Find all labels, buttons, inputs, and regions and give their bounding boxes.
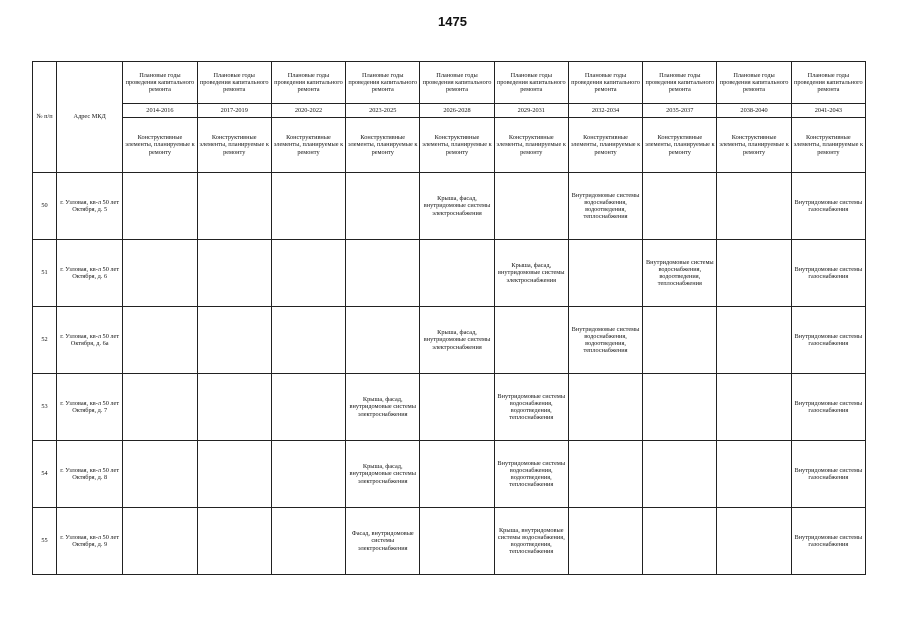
planned-elements-cell (494, 307, 568, 374)
planned-elements-cell (346, 173, 420, 240)
period-title: Плановые годы проведения капитального ремонта (494, 62, 568, 104)
planned-elements-cell (271, 240, 345, 307)
planned-elements-cell (494, 173, 568, 240)
planned-elements-cell: Крыша, фасад, внутридомовые системы электроснабжения (420, 307, 494, 374)
planned-elements-cell (123, 307, 197, 374)
planned-elements-cell (346, 240, 420, 307)
row-number: 52 (33, 307, 57, 374)
period-elements-label: Конструктивные элементы, планируемые к ремонту (791, 118, 865, 173)
planned-elements-cell: Внутридомовые системы водоснабжения, водоотведения, теплоснабжения (643, 240, 717, 307)
planned-elements-cell: Крыша, фасад, внутридомовые системы электроснабжения (494, 240, 568, 307)
planned-elements-cell (643, 374, 717, 441)
planned-elements-cell (420, 441, 494, 508)
period-elements-label: Конструктивные элементы, планируемые к ремонту (717, 118, 791, 173)
planned-elements-cell (271, 307, 345, 374)
planned-elements-cell (717, 374, 791, 441)
planned-elements-cell: Крыша, фасад, внутридомовые системы электроснабжения (346, 441, 420, 508)
planned-elements-cell: Внутридомовые системы газоснабжения (791, 307, 865, 374)
table-row (33, 307, 866, 374)
period-years: 2014-2016 (123, 104, 197, 118)
planned-elements-cell: Внутридомовые системы газоснабжения (791, 240, 865, 307)
period-elements-label: Конструктивные элементы, планируемые к ремонту (420, 118, 494, 173)
header-elements-row (33, 118, 866, 173)
planned-elements-cell: Внутридомовые системы газоснабжения (791, 441, 865, 508)
planned-elements-cell (197, 307, 271, 374)
period-title: Плановые годы проведения капитального ремонта (197, 62, 271, 104)
period-years: 2023-2025 (346, 104, 420, 118)
planned-elements-cell (123, 508, 197, 575)
period-title: Плановые годы проведения капитального ремонта (420, 62, 494, 104)
table-body (33, 173, 866, 575)
period-elements-label: Конструктивные элементы, планируемые к ремонту (123, 118, 197, 173)
planned-elements-cell: Крыша, фасад, внутридомовые системы электроснабжения (346, 374, 420, 441)
row-number: 50 (33, 173, 57, 240)
period-years: 2041-2043 (791, 104, 865, 118)
planned-elements-cell (420, 508, 494, 575)
planned-elements-cell (717, 307, 791, 374)
planned-elements-cell (197, 374, 271, 441)
planned-elements-cell (271, 374, 345, 441)
period-elements-label: Конструктивные элементы, планируемые к ремонту (643, 118, 717, 173)
period-title: Плановые годы проведения капитального ремонта (123, 62, 197, 104)
row-address: г. Узловая, кв-л 50 лет Октября, д. 5 (57, 173, 123, 240)
planned-elements-cell (197, 173, 271, 240)
period-elements-label: Конструктивные элементы, планируемые к ремонту (568, 118, 642, 173)
planned-elements-cell (568, 374, 642, 441)
period-title: Плановые годы проведения капитального ремонта (568, 62, 642, 104)
planned-elements-cell (643, 307, 717, 374)
table-row (33, 173, 866, 240)
planned-elements-cell (643, 508, 717, 575)
planned-elements-cell (123, 441, 197, 508)
period-elements-label: Конструктивные элементы, планируемые к ремонту (346, 118, 420, 173)
planned-elements-cell (197, 240, 271, 307)
row-address: г. Узловая, кв-л 50 лет Октября, д. 6а (57, 307, 123, 374)
planned-elements-cell: Внутридомовые системы водоснабжения, водоотведения, теплоснабжения (568, 307, 642, 374)
planned-elements-cell (568, 441, 642, 508)
period-elements-label: Конструктивные элементы, планируемые к ремонту (494, 118, 568, 173)
planned-elements-cell: Внутридомовые системы газоснабжения (791, 374, 865, 441)
row-number: 51 (33, 240, 57, 307)
planned-elements-cell (568, 508, 642, 575)
row-address: г. Узловая, кв-л 50 лет Октября, д. 8 (57, 441, 123, 508)
planned-elements-cell (123, 240, 197, 307)
period-years: 2026-2028 (420, 104, 494, 118)
planned-elements-cell (271, 508, 345, 575)
row-number: 53 (33, 374, 57, 441)
row-number: 54 (33, 441, 57, 508)
planned-elements-cell (420, 374, 494, 441)
period-title: Плановые годы проведения капитального ремонта (643, 62, 717, 104)
period-years: 2020-2022 (271, 104, 345, 118)
row-address: г. Узловая, кв-л 50 лет Октября, д. 6 (57, 240, 123, 307)
table-row (33, 240, 866, 307)
planned-elements-cell (197, 441, 271, 508)
planned-elements-cell (197, 508, 271, 575)
period-title: Плановые годы проведения капитального ремонта (271, 62, 345, 104)
table-header (33, 62, 866, 173)
row-address: г. Узловая, кв-л 50 лет Октября, д. 7 (57, 374, 123, 441)
planned-elements-cell: Внутридомовые системы газоснабжения (791, 508, 865, 575)
planned-elements-cell: Внутридомовые системы водоснабжения, водоотведения, теплоснабжения (494, 441, 568, 508)
period-years: 2017-2019 (197, 104, 271, 118)
planned-elements-cell (717, 441, 791, 508)
table-row (33, 441, 866, 508)
planned-elements-cell (643, 441, 717, 508)
period-title: Плановые годы проведения капитального ремонта (791, 62, 865, 104)
table-row (33, 508, 866, 575)
period-elements-label: Конструктивные элементы, планируемые к ремонту (197, 118, 271, 173)
table-row (33, 374, 866, 441)
planned-elements-cell (123, 173, 197, 240)
planned-elements-cell (717, 240, 791, 307)
period-years: 2029-2031 (494, 104, 568, 118)
planned-elements-cell: Внутридомовые системы водоснабжения, водоотведения, теплоснабжения (494, 374, 568, 441)
period-elements-label: Конструктивные элементы, планируемые к ремонту (271, 118, 345, 173)
planned-elements-cell (420, 240, 494, 307)
row-address: г. Узловая, кв-л 50 лет Октября, д. 9 (57, 508, 123, 575)
period-years: 2038-2040 (717, 104, 791, 118)
planned-elements-cell (123, 374, 197, 441)
period-title: Плановые годы проведения капитального ремонта (717, 62, 791, 104)
row-number: 55 (33, 508, 57, 575)
planned-elements-cell (717, 173, 791, 240)
planned-elements-cell (346, 307, 420, 374)
planned-elements-cell: Крыша, внутридомовые системы водоснабжения, водоотведения, теплоснабжения (494, 508, 568, 575)
header-years-row (33, 104, 866, 118)
period-years: 2032-2034 (568, 104, 642, 118)
column-header-address: Адрес МКД (57, 62, 123, 173)
planned-elements-cell (643, 173, 717, 240)
period-years: 2035-2037 (643, 104, 717, 118)
planned-elements-cell (568, 240, 642, 307)
planned-elements-cell (717, 508, 791, 575)
planned-elements-cell (271, 173, 345, 240)
period-title: Плановые годы проведения капитального ремонта (346, 62, 420, 104)
header-title-row (33, 62, 866, 104)
planned-elements-cell: Внутридомовые системы газоснабжения (791, 173, 865, 240)
planned-elements-cell: Фасад, внутридомовые системы электроснабжения (346, 508, 420, 575)
planned-elements-cell (271, 441, 345, 508)
capital-repair-schedule-table (32, 61, 866, 575)
planned-elements-cell: Внутридомовые системы водоснабжения, водоотведения, теплоснабжения (568, 173, 642, 240)
column-header-number: № п/п (33, 62, 57, 173)
planned-elements-cell: Крыша, фасад, внутридомовые системы электроснабжения (420, 173, 494, 240)
page-number: 1475 (438, 14, 467, 29)
